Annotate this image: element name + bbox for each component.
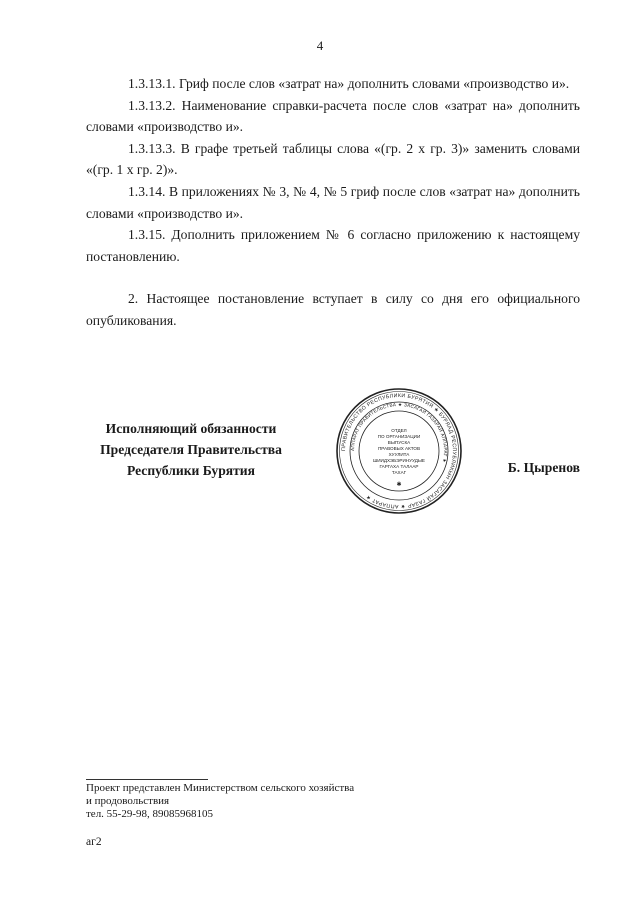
- seal-center-line: ОТДЕЛ: [391, 428, 407, 433]
- signatory-name: Б. Цыренов: [507, 460, 580, 475]
- signatory-title: [86, 418, 296, 481]
- footnote-line: Проект представлен Министерством сельского хозяйства: [86, 782, 355, 794]
- paragraph-1-3-14: 1.3.14. В приложениях № 3, № 4, № 5 гриф после слов «затрат на» дополнить словами «производство и».: [86, 183, 580, 221]
- paragraph-1-3-13-1: 1.3.13.1. Гриф после слов «затрат на» дополнить словами «производство и».: [128, 76, 570, 91]
- paragraph-1-3-15: 1.3.15. Дополнить приложением № 6 согласно приложению к настоящему постановлению.: [86, 227, 580, 264]
- signatory-title-line: Председателя Правительства: [100, 442, 282, 457]
- document-body: [86, 73, 580, 332]
- page-number: 4: [316, 38, 324, 53]
- seal-center-line: ПРАВОВЫХ АКТОВ: [377, 446, 421, 451]
- seal-center-line: ГАРГАХА ТАЛААР: [379, 464, 419, 469]
- footnote: [86, 782, 354, 822]
- paragraph-2: 2. Настоящее постановление вступает в силу со дня его официального опубликования.: [86, 291, 580, 328]
- signatory-title-line: Исполняющий обязанности: [105, 421, 277, 436]
- svg-text:АППАРАТ ПРАВИТЕЛЬСТВА ★ ЗАСАГА: АППАРАТ ПРАВИТЕЛЬСТВА ★ ЗАСАГАЙ ГАЗАРАЙ АППАРАТ ★: [349, 401, 449, 464]
- signatory-title-line: Республики Бурятия: [126, 463, 255, 478]
- footnote-divider: [86, 779, 208, 780]
- seal-center-line: ВЫПУСКА: [387, 440, 411, 445]
- footnote-line: и продовольствия: [86, 795, 170, 808]
- seal-center-line: ПО ОРГАНИЗАЦИИ: [377, 434, 421, 439]
- seal-center-line: ТАХАГ: [391, 470, 407, 475]
- seal-center-line: ХУУЛИТА: [388, 452, 410, 457]
- author-code: аг2: [86, 836, 102, 848]
- seal-center-line: ШИИДХЭБЭРИНУУДЫЕ: [373, 458, 425, 463]
- svg-text:ПРАВИТЕЛЬСТВО РЕСПУБЛИКИ БУРЯТ: ПРАВИТЕЛЬСТВО РЕСПУБЛИКИ БУРЯТИЯ ★ БУРЯАД РЕСПУБЛИКЫН ЗАСАГАЙ ГАЗАР ★ АППАРАТ ★: [340, 392, 458, 510]
- paragraph-1-3-13-3: 1.3.13.3. В графе третьей таблицы слова «(гр. 2 х гр. 3)» заменить словами «(гр. 1 х гр. 2)».: [86, 140, 580, 178]
- official-seal-stamp: [335, 387, 463, 515]
- seal-star-icon: ✱: [396, 482, 402, 488]
- paragraph-1-3-13-2: 1.3.13.2. Наименование справки-расчета после слов «затрат на» дополнить словами «производство и».: [86, 97, 580, 135]
- footnote-line: тел. 55-29-98, 89085968105: [86, 808, 214, 821]
